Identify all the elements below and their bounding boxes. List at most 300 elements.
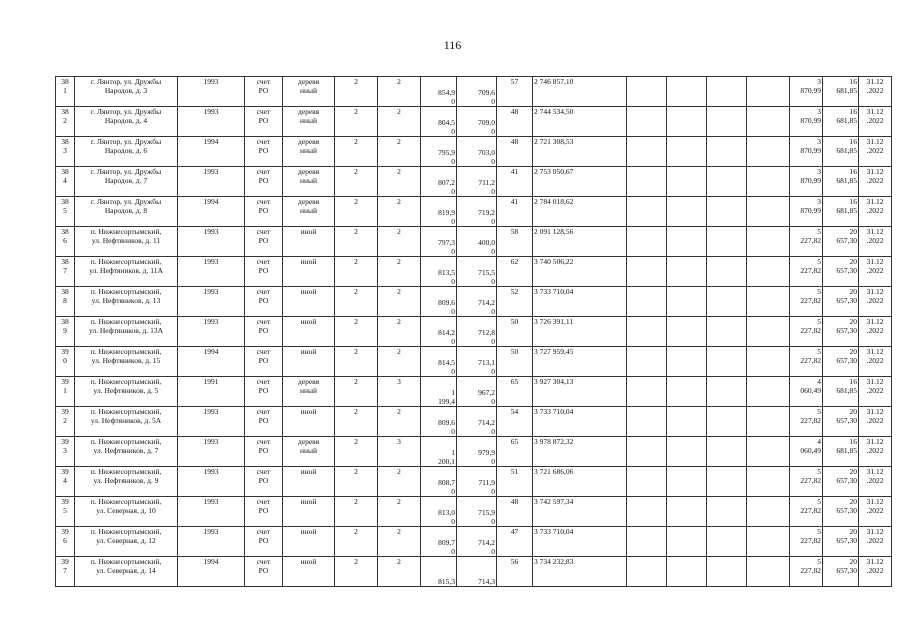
cell-floors bbox=[335, 107, 378, 137]
cell-living-area-text: 0 bbox=[491, 457, 495, 466]
cell-wall-material-text: деревя bbox=[297, 137, 320, 146]
cell-cost-text: 3 721 686,06 bbox=[534, 467, 574, 476]
cell-floors-text: 2 bbox=[354, 137, 358, 146]
cell-empty bbox=[707, 257, 747, 287]
cell-living-area bbox=[457, 407, 497, 437]
cell-unit-cost-text: 227,82 bbox=[800, 296, 821, 305]
cell-total-area-text: 807,2 bbox=[438, 178, 455, 187]
cell-cost-text: 3 740 506,22 bbox=[534, 257, 574, 266]
cell-empty bbox=[667, 317, 707, 347]
table-row bbox=[56, 257, 892, 287]
table-row bbox=[56, 467, 892, 497]
cell-address-text: Народов, д. 6 bbox=[104, 146, 148, 155]
cell-residents bbox=[497, 437, 533, 467]
cell-number-text: 1 bbox=[63, 86, 67, 95]
cell-total-area-text: 804,5 bbox=[438, 118, 455, 127]
cell-max-unit-cost-text: 20 bbox=[849, 227, 857, 236]
cell-max-unit-cost bbox=[823, 77, 859, 107]
cell-max-unit-cost-text: 681,85 bbox=[836, 146, 857, 155]
cell-number-text: 4 bbox=[63, 476, 67, 485]
cell-residents-text: 48 bbox=[510, 107, 519, 116]
cell-account bbox=[245, 557, 283, 587]
cell-wall-material bbox=[283, 137, 335, 167]
cell-living-area bbox=[457, 197, 497, 227]
cell-total-area bbox=[421, 407, 457, 437]
cell-number-text: 38 bbox=[61, 197, 69, 206]
cell-number-text: 39 bbox=[61, 437, 69, 446]
cell-living-area-text: 979,9 bbox=[478, 448, 495, 457]
cell-floors bbox=[335, 287, 378, 317]
cell-cost-text: 2 753 050,67 bbox=[534, 167, 574, 176]
cell-max-unit-cost-text: 657,30 bbox=[836, 506, 857, 515]
cell-deadline bbox=[859, 167, 892, 197]
cell-residents-text: 62 bbox=[510, 257, 519, 266]
cell-empty bbox=[627, 557, 667, 587]
cell-living-area-text: 712,8 bbox=[478, 328, 495, 337]
cell-address bbox=[75, 527, 178, 557]
cell-max-unit-cost-text: 681,85 bbox=[836, 116, 857, 125]
cell-unit-cost bbox=[790, 197, 823, 227]
cell-living-area-text: 715,9 bbox=[478, 508, 495, 517]
cell-total-area-text: 1 bbox=[451, 448, 455, 457]
cell-cost bbox=[533, 77, 627, 107]
cell-residents bbox=[497, 167, 533, 197]
table-row bbox=[56, 377, 892, 407]
cell-max-unit-cost bbox=[823, 407, 859, 437]
cell-max-unit-cost-text: 657,30 bbox=[836, 296, 857, 305]
cell-max-unit-cost-text: 16 bbox=[849, 137, 857, 146]
cell-account bbox=[245, 287, 283, 317]
cell-empty bbox=[747, 527, 790, 557]
cell-total-area-text: 815,3 bbox=[438, 577, 455, 586]
cell-total-area bbox=[421, 257, 457, 287]
cell-max-unit-cost bbox=[823, 347, 859, 377]
cell-cost-text: 2 091 128,56 bbox=[534, 227, 574, 236]
cell-deadline-text: .2022 bbox=[866, 536, 884, 545]
cell-total-area-text: 809,7 bbox=[438, 538, 455, 547]
cell-address-text: ул. Нефтяников, д. 5А bbox=[90, 416, 162, 425]
cell-unit-cost bbox=[790, 467, 823, 497]
cell-account-text: счет bbox=[256, 407, 271, 416]
cell-floors bbox=[335, 527, 378, 557]
cell-deadline-text: 31.12 bbox=[866, 137, 884, 146]
cell-wall-material bbox=[283, 377, 335, 407]
table-row bbox=[56, 407, 892, 437]
cell-entrances-text: 2 bbox=[397, 167, 401, 176]
cell-account bbox=[245, 527, 283, 557]
cell-cost-text: 3 733 710,04 bbox=[534, 527, 574, 536]
cell-unit-cost-text: 5 bbox=[817, 287, 821, 296]
cell-total-area-text: 0 bbox=[451, 217, 455, 226]
cell-cost bbox=[533, 407, 627, 437]
cell-floors bbox=[335, 317, 378, 347]
cell-unit-cost bbox=[790, 527, 823, 557]
cell-address-text: п. Нижнесортымский, bbox=[90, 527, 162, 536]
cell-max-unit-cost-text: 657,30 bbox=[836, 236, 857, 245]
cell-address-text: п. Нижнесортымский, bbox=[90, 317, 162, 326]
cell-year bbox=[178, 77, 245, 107]
cell-total-area bbox=[421, 467, 457, 497]
cell-total-area bbox=[421, 167, 457, 197]
table-row bbox=[56, 347, 892, 377]
cell-floors bbox=[335, 557, 378, 587]
cell-floors-text: 2 bbox=[354, 467, 358, 476]
cell-entrances-text: 2 bbox=[397, 257, 401, 266]
cell-address-text: п. Нижнесортымский, bbox=[90, 227, 162, 236]
cell-account-text: РО bbox=[258, 476, 269, 485]
cell-empty bbox=[707, 557, 747, 587]
cell-max-unit-cost-text: 20 bbox=[849, 557, 857, 566]
cell-wall-material-text: нный bbox=[299, 446, 318, 455]
cell-address bbox=[75, 227, 178, 257]
cell-entrances-text: 2 bbox=[397, 197, 401, 206]
cell-entrances-text: 2 bbox=[397, 227, 401, 236]
cell-account-text: счет bbox=[256, 497, 271, 506]
cell-year-text: 1994 bbox=[203, 557, 219, 566]
cell-number-text: 39 bbox=[61, 407, 69, 416]
cell-account-text: счет bbox=[256, 227, 271, 236]
cell-account-text: РО bbox=[258, 386, 269, 395]
cell-account bbox=[245, 407, 283, 437]
cell-wall-material-text: иной bbox=[300, 287, 317, 296]
cell-empty bbox=[707, 347, 747, 377]
cell-deadline-text: .2022 bbox=[866, 446, 884, 455]
cell-entrances bbox=[378, 107, 421, 137]
cell-max-unit-cost bbox=[823, 377, 859, 407]
cell-deadline bbox=[859, 467, 892, 497]
cell-max-unit-cost-text: 657,30 bbox=[836, 326, 857, 335]
cell-entrances bbox=[378, 317, 421, 347]
cell-account bbox=[245, 437, 283, 467]
cell-max-unit-cost bbox=[823, 257, 859, 287]
cell-wall-material-text: иной bbox=[300, 497, 317, 506]
cell-empty bbox=[627, 347, 667, 377]
cell-unit-cost-text: 227,82 bbox=[800, 356, 821, 365]
cell-floors-text: 2 bbox=[354, 497, 358, 506]
cell-total-area-text: 809,6 bbox=[438, 298, 455, 307]
cell-total-area-text: 795,9 bbox=[438, 148, 455, 157]
cell-floors bbox=[335, 437, 378, 467]
cell-account bbox=[245, 347, 283, 377]
cell-cost-text: 3 727 959,45 bbox=[534, 347, 574, 356]
cell-cost bbox=[533, 377, 627, 407]
cell-unit-cost-text: 5 bbox=[817, 407, 821, 416]
cell-unit-cost bbox=[790, 77, 823, 107]
cell-empty bbox=[627, 197, 667, 227]
cell-living-area-text: 0 bbox=[491, 307, 495, 316]
cell-deadline-text: .2022 bbox=[866, 476, 884, 485]
cell-address bbox=[75, 167, 178, 197]
cell-account bbox=[245, 197, 283, 227]
cell-unit-cost-text: 3 bbox=[817, 167, 821, 176]
cell-unit-cost-text: 227,82 bbox=[800, 506, 821, 515]
cell-living-area bbox=[457, 287, 497, 317]
cell-year-text: 1993 bbox=[203, 407, 219, 416]
cell-deadline-text: 31.12 bbox=[866, 557, 884, 566]
cell-year bbox=[178, 437, 245, 467]
table-body bbox=[56, 77, 892, 587]
cell-deadline-text: 31.12 bbox=[866, 377, 884, 386]
cell-unit-cost bbox=[790, 287, 823, 317]
cell-unit-cost bbox=[790, 407, 823, 437]
cell-entrances-text: 2 bbox=[397, 557, 401, 566]
cell-year bbox=[178, 377, 245, 407]
cell-account-text: счет bbox=[256, 167, 271, 176]
cell-living-area-text: 714,2 bbox=[478, 418, 495, 427]
cell-empty bbox=[747, 137, 790, 167]
cell-deadline-text: .2022 bbox=[866, 506, 884, 515]
cell-unit-cost-text: 227,82 bbox=[800, 326, 821, 335]
cell-year-text: 1994 bbox=[203, 197, 219, 206]
cell-deadline-text: .2022 bbox=[866, 266, 884, 275]
cell-address-text: ул. Нефтяников, д. 5 bbox=[93, 386, 159, 395]
cell-empty bbox=[747, 287, 790, 317]
cell-unit-cost-text: 870,99 bbox=[800, 116, 821, 125]
cell-residents bbox=[497, 497, 533, 527]
cell-empty bbox=[627, 167, 667, 197]
cell-residents-text: 48 bbox=[510, 497, 519, 506]
cell-address-text: г. Лянтор, ул. Дружбы bbox=[90, 77, 162, 86]
cell-deadline-text: .2022 bbox=[866, 206, 884, 215]
cell-entrances-text: 2 bbox=[397, 77, 401, 86]
cell-floors-text: 2 bbox=[354, 287, 358, 296]
cell-account-text: РО bbox=[258, 116, 269, 125]
cell-address bbox=[75, 407, 178, 437]
cell-total-area-text: 0 bbox=[451, 97, 455, 106]
cell-empty bbox=[627, 437, 667, 467]
cell-year-text: 1993 bbox=[203, 497, 219, 506]
cell-number-text: 38 bbox=[61, 107, 69, 116]
cell-entrances bbox=[378, 137, 421, 167]
cell-max-unit-cost-text: 20 bbox=[849, 287, 857, 296]
cell-account-text: РО bbox=[258, 356, 269, 365]
cell-year bbox=[178, 197, 245, 227]
cell-number bbox=[56, 437, 75, 467]
cell-residents bbox=[497, 137, 533, 167]
cell-year-text: 1993 bbox=[203, 287, 219, 296]
cell-wall-material bbox=[283, 227, 335, 257]
cell-total-area bbox=[421, 317, 457, 347]
cell-max-unit-cost bbox=[823, 287, 859, 317]
cell-deadline bbox=[859, 527, 892, 557]
cell-number bbox=[56, 317, 75, 347]
cell-cost bbox=[533, 227, 627, 257]
cell-year-text: 1993 bbox=[203, 77, 219, 86]
cell-living-area bbox=[457, 257, 497, 287]
cell-year bbox=[178, 467, 245, 497]
cell-unit-cost bbox=[790, 437, 823, 467]
cell-deadline-text: .2022 bbox=[866, 566, 884, 575]
cell-living-area bbox=[457, 377, 497, 407]
cell-floors-text: 2 bbox=[354, 377, 358, 386]
cell-wall-material bbox=[283, 407, 335, 437]
cell-empty bbox=[707, 197, 747, 227]
cell-cost-text: 2 746 857,10 bbox=[534, 77, 574, 86]
cell-address-text: ул. Северная, д. 12 bbox=[96, 536, 156, 545]
cell-deadline-text: 31.12 bbox=[866, 77, 884, 86]
cell-number bbox=[56, 467, 75, 497]
cell-year bbox=[178, 257, 245, 287]
cell-year bbox=[178, 527, 245, 557]
cell-living-area-text: 0 bbox=[491, 397, 495, 406]
cell-empty bbox=[667, 257, 707, 287]
cell-empty bbox=[627, 467, 667, 497]
cell-total-area-text: 0 bbox=[451, 157, 455, 166]
cell-floors-text: 2 bbox=[354, 107, 358, 116]
cell-wall-material-text: деревя bbox=[297, 167, 320, 176]
cell-empty bbox=[627, 377, 667, 407]
cell-number-text: 39 bbox=[61, 377, 69, 386]
cell-address-text: г. Лянтор, ул. Дружбы bbox=[90, 197, 162, 206]
cell-total-area-text: 813,0 bbox=[438, 508, 455, 517]
cell-living-area bbox=[457, 77, 497, 107]
cell-deadline-text: 31.12 bbox=[866, 347, 884, 356]
cell-cost-text: 2 784 018,62 bbox=[534, 197, 574, 206]
cell-unit-cost bbox=[790, 257, 823, 287]
cell-empty bbox=[627, 287, 667, 317]
cell-cost-text: 3 733 710,04 bbox=[534, 407, 574, 416]
cell-account-text: РО bbox=[258, 206, 269, 215]
cell-account-text: РО bbox=[258, 176, 269, 185]
cell-total-area bbox=[421, 377, 457, 407]
cell-number-text: 7 bbox=[63, 266, 67, 275]
cell-deadline bbox=[859, 257, 892, 287]
cell-account-text: счет bbox=[256, 137, 271, 146]
cell-empty bbox=[747, 467, 790, 497]
cell-entrances-text: 2 bbox=[397, 107, 401, 116]
table-row bbox=[56, 527, 892, 557]
cell-empty bbox=[627, 257, 667, 287]
cell-deadline-text: 31.12 bbox=[866, 167, 884, 176]
cell-deadline-text: 31.12 bbox=[866, 437, 884, 446]
cell-floors-text: 2 bbox=[354, 227, 358, 236]
cell-number bbox=[56, 497, 75, 527]
cell-residents-text: 54 bbox=[510, 407, 519, 416]
cell-residents bbox=[497, 467, 533, 497]
cell-unit-cost-text: 5 bbox=[817, 527, 821, 536]
cell-residents bbox=[497, 107, 533, 137]
cell-floors bbox=[335, 407, 378, 437]
cell-living-area-text: 711,2 bbox=[478, 178, 495, 187]
cell-unit-cost-text: 3 bbox=[817, 197, 821, 206]
cell-year bbox=[178, 287, 245, 317]
cell-entrances bbox=[378, 167, 421, 197]
cell-max-unit-cost-text: 20 bbox=[849, 497, 857, 506]
cell-floors bbox=[335, 227, 378, 257]
cell-max-unit-cost bbox=[823, 437, 859, 467]
cell-wall-material-text: нный bbox=[299, 86, 318, 95]
cell-empty bbox=[667, 137, 707, 167]
cell-entrances bbox=[378, 437, 421, 467]
cell-year bbox=[178, 557, 245, 587]
cell-empty bbox=[627, 77, 667, 107]
cell-living-area-text: 714,3 bbox=[478, 577, 495, 586]
cell-number bbox=[56, 287, 75, 317]
cell-number-text: 2 bbox=[63, 416, 67, 425]
cell-empty bbox=[627, 317, 667, 347]
cell-unit-cost-text: 4 bbox=[817, 377, 821, 386]
cell-empty bbox=[707, 407, 747, 437]
cell-deadline-text: 31.12 bbox=[866, 467, 884, 476]
cell-empty bbox=[667, 227, 707, 257]
cell-residents-text: 56 bbox=[510, 557, 519, 566]
cell-residents bbox=[497, 407, 533, 437]
cell-total-area bbox=[421, 227, 457, 257]
cell-max-unit-cost-text: 20 bbox=[849, 317, 857, 326]
cell-deadline-text: 31.12 bbox=[866, 407, 884, 416]
cell-wall-material bbox=[283, 527, 335, 557]
cell-address-text: г. Лянтор, ул. Дружбы bbox=[90, 137, 162, 146]
cell-address bbox=[75, 557, 178, 587]
cell-max-unit-cost-text: 681,85 bbox=[836, 206, 857, 215]
cell-empty bbox=[707, 317, 747, 347]
cell-cost bbox=[533, 137, 627, 167]
cell-year-text: 1993 bbox=[203, 437, 219, 446]
cell-deadline-text: 31.12 bbox=[866, 527, 884, 536]
cell-deadline bbox=[859, 497, 892, 527]
table-row bbox=[56, 137, 892, 167]
cell-total-area-text: 0 bbox=[451, 307, 455, 316]
cell-address bbox=[75, 197, 178, 227]
cell-max-unit-cost-text: 20 bbox=[849, 347, 857, 356]
cell-year bbox=[178, 347, 245, 377]
cell-empty bbox=[747, 497, 790, 527]
cell-max-unit-cost-text: 16 bbox=[849, 197, 857, 206]
cell-residents bbox=[497, 347, 533, 377]
cell-deadline bbox=[859, 317, 892, 347]
cell-residents-text: 52 bbox=[510, 287, 519, 296]
cell-number-text: 3 bbox=[63, 146, 67, 155]
cell-address-text: Народов, д. 4 bbox=[104, 116, 148, 125]
cell-unit-cost-text: 870,99 bbox=[800, 146, 821, 155]
cell-max-unit-cost-text: 20 bbox=[849, 407, 857, 416]
table-row bbox=[56, 437, 892, 467]
cell-deadline-text: 31.12 bbox=[866, 497, 884, 506]
cell-year-text: 1994 bbox=[203, 137, 219, 146]
cell-living-area-text: 719,2 bbox=[478, 208, 495, 217]
cell-total-area-text: 199,4 bbox=[438, 397, 455, 406]
cell-unit-cost-text: 4 bbox=[817, 437, 821, 446]
cell-number-text: 38 bbox=[61, 167, 69, 176]
cell-cost bbox=[533, 557, 627, 587]
cell-wall-material bbox=[283, 77, 335, 107]
cell-account bbox=[245, 377, 283, 407]
cell-deadline-text: .2022 bbox=[866, 116, 884, 125]
table-row bbox=[56, 557, 892, 587]
cell-max-unit-cost bbox=[823, 557, 859, 587]
cell-empty bbox=[707, 107, 747, 137]
cell-wall-material-text: иной bbox=[300, 347, 317, 356]
cell-number-text: 6 bbox=[63, 236, 67, 245]
cell-total-area-text: 809,6 bbox=[438, 418, 455, 427]
cell-unit-cost bbox=[790, 167, 823, 197]
cell-number-text: 5 bbox=[63, 506, 67, 515]
cell-empty bbox=[627, 497, 667, 527]
cell-residents-text: 41 bbox=[510, 167, 519, 176]
cell-living-area-text: 714,2 bbox=[478, 298, 495, 307]
cell-entrances bbox=[378, 527, 421, 557]
cell-empty bbox=[707, 497, 747, 527]
cell-address-text: г. Лянтор, ул. Дружбы bbox=[90, 107, 162, 116]
cell-deadline-text: 31.12 bbox=[866, 107, 884, 116]
cell-total-area bbox=[421, 527, 457, 557]
cell-floors-text: 2 bbox=[354, 347, 358, 356]
cell-number-text: 1 bbox=[63, 386, 67, 395]
cell-deadline bbox=[859, 197, 892, 227]
cell-unit-cost-text: 870,99 bbox=[800, 86, 821, 95]
cell-deadline-text: .2022 bbox=[866, 236, 884, 245]
cell-wall-material bbox=[283, 257, 335, 287]
